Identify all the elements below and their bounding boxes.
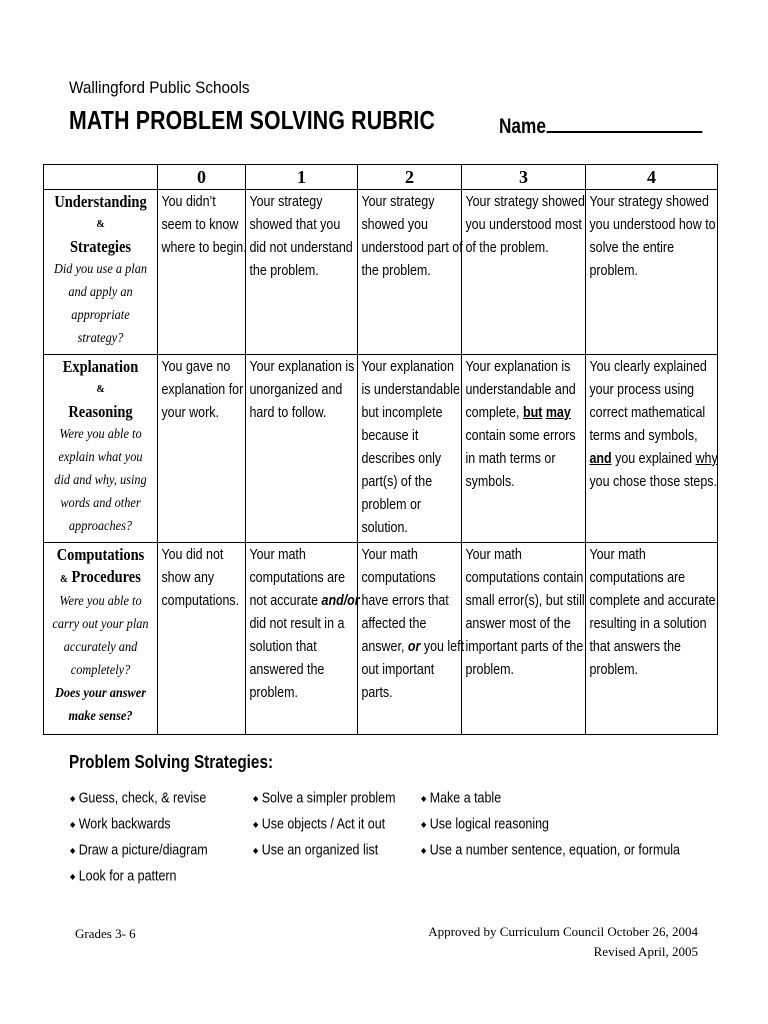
cell-text xyxy=(358,543,467,705)
text-run: You clearly explained your process using correct mathematical terms and symbols, xyxy=(589,359,707,444)
row-question: Were you able to explain what you did and why, using words and other approaches? xyxy=(54,427,147,534)
row-title: Explanation xyxy=(62,357,139,376)
strategies-title: Problem Solving Strategies: xyxy=(69,752,274,772)
cell-text: You gave no explanation for your work. xyxy=(161,359,244,421)
name-blank-line xyxy=(547,111,703,133)
rubric-cell xyxy=(462,543,586,735)
rubric-cell xyxy=(158,543,246,735)
text-run: Your math computations are not accurate xyxy=(249,547,346,609)
cell-text xyxy=(462,355,591,494)
rubric-cell xyxy=(358,355,462,543)
row-title: Computations xyxy=(56,545,145,564)
strategy-item: ◆ Make a table xyxy=(421,786,680,812)
row-header xyxy=(44,543,158,735)
row-header xyxy=(44,190,158,355)
rubric-cell xyxy=(586,543,718,735)
strategy-item: ◆ Use logical reasoning xyxy=(421,812,680,838)
cell-text: Your explanation is unorganized and hard to follow. xyxy=(249,359,355,421)
name-label: Name xyxy=(499,115,546,138)
rubric-cell xyxy=(158,190,246,355)
score-header: 1 xyxy=(246,165,358,190)
name-field xyxy=(499,111,703,139)
cell-text: Your math computations contain small error(s), but still answer most of the important parts of the problem. xyxy=(465,547,585,678)
cell-text: Your strategy showed that you did not understand the problem. xyxy=(249,194,353,279)
cell-text: You didn’t seem to know where to begin. xyxy=(161,194,247,256)
text-run: you left out important parts. xyxy=(361,639,465,701)
ampersand: & xyxy=(60,573,68,585)
strategy-item: ◆ Work backwards xyxy=(70,812,208,838)
rubric-cell xyxy=(586,355,718,543)
rubric-cell xyxy=(462,190,586,355)
strategy-item: ◆ Guess, check, & revise xyxy=(70,786,208,812)
rubric-cell xyxy=(158,355,246,543)
corner-cell xyxy=(44,165,158,190)
text-run: Your explanation is understandable and complete, xyxy=(465,359,576,421)
rubric-cell xyxy=(462,355,586,543)
rubric-cell xyxy=(246,190,358,355)
rubric-cell xyxy=(358,190,462,355)
row-subtitle: Reasoning xyxy=(68,402,133,421)
rubric-cell xyxy=(358,543,465,735)
emphasis-may: may xyxy=(545,405,571,421)
emphasis-but: but xyxy=(522,405,543,421)
row-subtitle-line xyxy=(52,566,148,590)
cell-text: Your strategy showed you understood most of the problem. xyxy=(465,194,585,256)
row-question-bold: Does your answer make sense? xyxy=(54,686,147,724)
cell-text: Your explanation is understandable but incomplete because it describes only part(s) of the problem or solution. xyxy=(361,359,460,536)
score-header: 4 xyxy=(586,165,718,190)
strategies-column-1 xyxy=(70,786,208,890)
rubric-cell xyxy=(246,355,358,543)
strategies-column-2 xyxy=(253,786,396,864)
strategy-item: ◆ Use objects / Act it out xyxy=(253,812,396,838)
emphasis-and: and xyxy=(589,451,612,467)
strategy-item: ◆ Solve a simpler problem xyxy=(253,786,396,812)
row-title: Understanding xyxy=(54,192,147,211)
strategy-item: ◆ Use an organized list xyxy=(253,838,396,864)
text-run: you chose those steps. xyxy=(589,474,718,490)
rubric-cell xyxy=(586,190,718,355)
cell-text: Your math computations are complete and accurate, resulting in a solution that answers the problem. xyxy=(589,547,720,678)
strategy-item: ◆ Draw a picture/diagram xyxy=(70,838,208,864)
text-run: Your math computations have errors that affected the answer, xyxy=(361,547,449,655)
strategies-column-3 xyxy=(421,786,680,864)
row-subtitle: Strategies xyxy=(69,237,131,256)
score-header: 3 xyxy=(462,165,586,190)
rubric-row-understanding xyxy=(44,190,718,355)
ampersand: & xyxy=(96,384,105,395)
page-title: MATH PROBLEM SOLVING RUBRIC xyxy=(69,105,436,135)
strategy-item: ◆ Look for a pattern xyxy=(70,864,208,890)
rubric-row-computations xyxy=(44,543,718,735)
ampersand: & xyxy=(96,219,105,230)
emphasis-and-or: and/or xyxy=(321,593,360,609)
approval-note xyxy=(428,922,698,962)
score-header: 2 xyxy=(358,165,462,190)
cell-text xyxy=(246,543,363,705)
rubric-row-explanation xyxy=(44,355,718,543)
row-question: Were you able to carry out your plan accurately and completely? xyxy=(52,594,149,678)
row-subtitle: Procedures xyxy=(71,567,141,586)
approved-date: Approved by Curriculum Council October 26, 2004 xyxy=(428,924,698,939)
emphasis-why: why xyxy=(695,451,718,467)
cell-text: You did not show any computations. xyxy=(161,547,240,609)
score-header: 0 xyxy=(158,165,246,190)
rubric-cell xyxy=(246,543,358,735)
score-header-row xyxy=(44,165,718,190)
revised-date: Revised April, 2005 xyxy=(593,944,698,959)
cell-text xyxy=(586,355,723,494)
row-header xyxy=(44,355,158,543)
grades-label: Grades 3- 6 xyxy=(75,926,136,941)
row-question: Did you use a plan and apply an appropriate strategy? xyxy=(53,262,148,346)
text-run: did not result in a solution that answered the problem. xyxy=(249,616,345,701)
emphasis-or: or xyxy=(407,639,421,655)
cell-text: Your strategy showed you understood part of the problem. xyxy=(361,194,463,279)
cell-text: Your strategy showed you understood how to solve the entire problem. xyxy=(589,194,716,279)
text-run: contain some errors in math terms or symbols. xyxy=(465,428,576,490)
strategy-item: ◆ Use a number sentence, equation, or formula xyxy=(421,838,680,864)
district-name: Wallingford Public Schools xyxy=(69,78,250,97)
rubric-table xyxy=(43,164,718,735)
text-run: you explained xyxy=(615,451,693,467)
